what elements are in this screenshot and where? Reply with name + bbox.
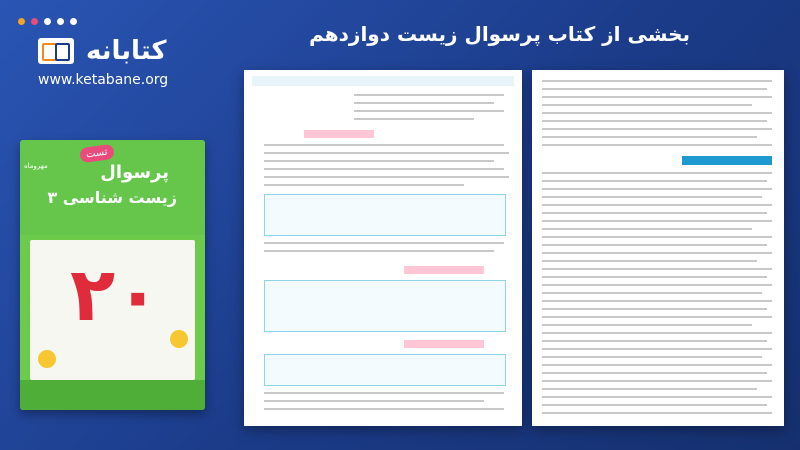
text-line	[542, 172, 772, 174]
cover-badge: تست	[79, 144, 114, 164]
text-line	[542, 356, 762, 358]
dot-4	[57, 18, 64, 25]
subject-title: زیست شناسی ۳	[47, 188, 177, 207]
highlight-bar	[304, 130, 374, 138]
text-line	[264, 168, 504, 170]
text-line	[264, 250, 494, 252]
text-line	[542, 324, 752, 326]
decor-dots	[18, 18, 77, 25]
text-line	[542, 112, 772, 114]
dot-3	[44, 18, 51, 25]
text-line	[542, 412, 772, 414]
heart-eyes-emoji-icon	[170, 330, 188, 348]
text-line	[542, 284, 772, 286]
text-line	[264, 242, 504, 244]
text-line	[354, 102, 494, 104]
text-line	[542, 372, 767, 374]
text-line	[264, 152, 509, 154]
smile-emoji-icon	[38, 350, 56, 368]
text-line	[542, 180, 767, 182]
text-line	[542, 260, 757, 262]
text-line	[542, 136, 757, 138]
text-line	[354, 110, 504, 112]
page-title: بخشی از کتاب پرسوال زیست دوازدهم	[309, 22, 690, 46]
text-line	[542, 244, 767, 246]
highlight-bar	[404, 340, 484, 348]
text-line	[264, 408, 504, 410]
text-line	[264, 144, 504, 146]
text-line	[542, 380, 772, 382]
table-box	[264, 194, 506, 236]
series-title: پرسوال	[100, 162, 169, 183]
diagram-box	[264, 280, 506, 332]
text-line	[542, 128, 772, 130]
text-line	[264, 184, 464, 186]
text-line	[542, 188, 772, 190]
text-line	[264, 392, 504, 394]
sample-page-left	[244, 70, 522, 426]
text-line	[542, 292, 762, 294]
text-line	[542, 204, 772, 206]
text-line	[542, 300, 772, 302]
diagram-box	[264, 354, 506, 386]
text-line	[542, 144, 772, 146]
text-line	[542, 80, 772, 82]
dot-1	[18, 18, 25, 25]
site-url[interactable]: www.ketabane.org	[38, 72, 169, 88]
text-line	[354, 118, 474, 120]
cover-footer	[20, 380, 205, 410]
text-line	[542, 396, 772, 398]
text-line	[542, 364, 772, 366]
text-line	[542, 340, 767, 342]
text-line	[542, 308, 767, 310]
text-line	[542, 212, 767, 214]
page-header-bar	[252, 76, 514, 86]
text-line	[542, 276, 767, 278]
text-line	[264, 400, 484, 402]
text-line	[542, 348, 772, 350]
text-line	[542, 332, 772, 334]
text-line	[264, 160, 494, 162]
text-line	[542, 316, 772, 318]
section-header-bar	[682, 156, 772, 165]
text-line	[542, 252, 772, 254]
text-line	[542, 268, 772, 270]
text-line	[542, 96, 772, 98]
text-line	[542, 88, 767, 90]
dot-2	[31, 18, 38, 25]
site-logo[interactable]	[34, 32, 204, 92]
big-number: ۲۰	[70, 252, 161, 338]
text-line	[542, 104, 752, 106]
book-cover	[20, 140, 205, 410]
text-line	[542, 228, 752, 230]
publisher-name: مهروماه	[24, 162, 48, 170]
text-line	[542, 236, 772, 238]
book-icon	[38, 38, 74, 64]
text-line	[542, 220, 772, 222]
text-line	[542, 388, 757, 390]
sample-page-right	[532, 70, 784, 426]
brand-name: کتابانه	[86, 36, 167, 66]
text-line	[542, 120, 767, 122]
text-line	[354, 94, 504, 96]
dot-5	[70, 18, 77, 25]
text-line	[542, 196, 762, 198]
text-line	[264, 176, 509, 178]
highlight-bar	[404, 266, 484, 274]
text-line	[542, 404, 767, 406]
